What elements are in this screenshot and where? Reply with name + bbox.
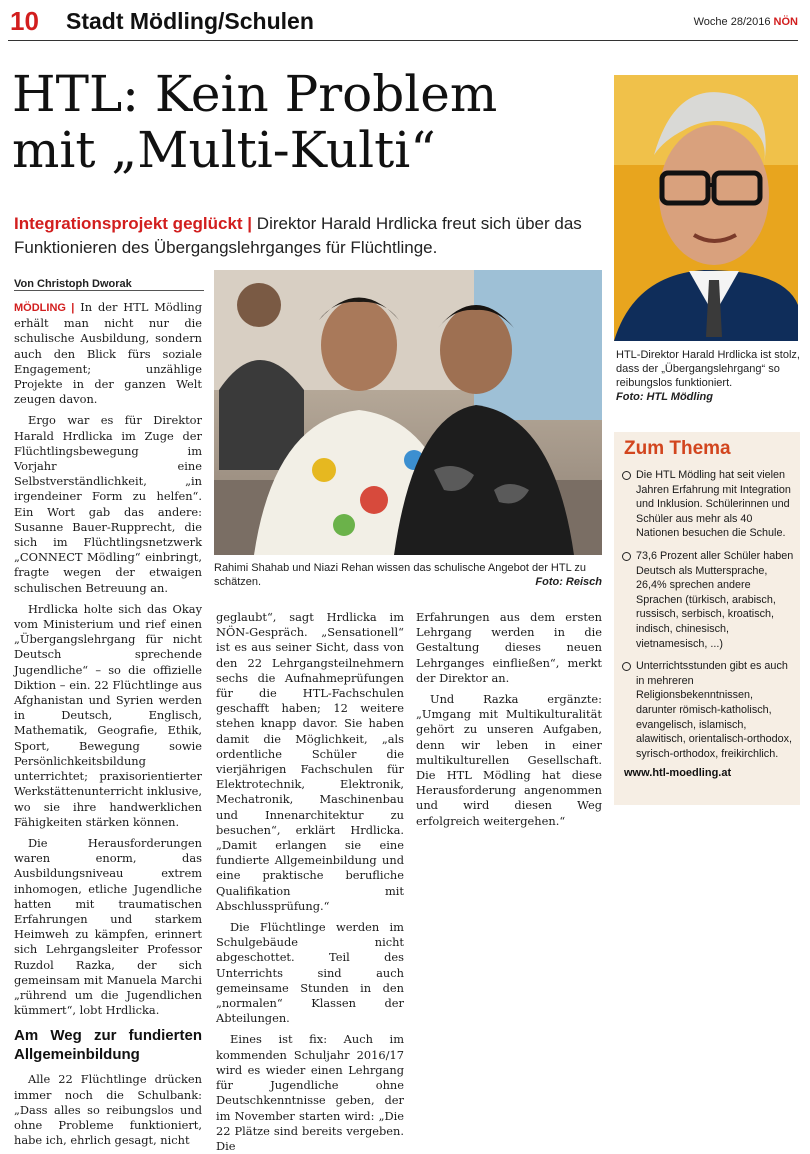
- section-title: Stadt Mödling/Schulen: [66, 8, 314, 34]
- deck-kicker: Integrationsprojekt geglückt |: [14, 214, 253, 233]
- paragraph: Die Flüchtlinge werden im Schulgebäude nicht abgeschottet. Teil des Unterrichts sind auch gemeinsame Stunden in den „normalen“ Klassen der Abteilungen.: [216, 920, 404, 1026]
- zum-thema-title: Zum Thema: [624, 438, 731, 459]
- zum-thema-item: Die HTL Mödling hat seit vielen Jahren Erfahrung mit Integration und Inklusion. Schülerinnen und Schüler aus mehr als 40 Nationen besuchen die Schule.: [622, 468, 794, 541]
- photo-caption-text: Rahimi Shahab und Niazi Rehan wissen das schulische Angebot der HTL zu schätzen.: [214, 562, 586, 588]
- zum-thema-item: 73,6 Prozent aller Schüler haben Deutsch als Muttersprache, 26,4% sprechen andere Sprachen (türkisch, arabisch, russisch, serbisch, kroatisch, indisch, chinesisch, vietnamesisch, ...): [622, 549, 794, 651]
- portrait-caption: [616, 348, 802, 404]
- zum-thema-item: Unterrichtsstunden gibt es auch in mehreren Religionsbekenntnissen, darunter römisch-katholisch, evangelisch, islamisch, alawitisch, orientalisch-orthodox, syrisch-orthodox, freikirchlich.: [622, 659, 794, 761]
- headline-line-1: HTL: Kein Problem: [12, 65, 498, 123]
- headline-line-2: mit „Multi-Kulti“: [12, 121, 436, 179]
- byline: Von Christoph Dworak: [14, 278, 132, 290]
- byline-rule: [14, 290, 204, 291]
- text-column-1: [14, 300, 202, 1148]
- issue-label: [694, 16, 798, 28]
- portrait-credit: Foto: HTL Mödling: [616, 391, 713, 403]
- article-deck: [14, 212, 594, 260]
- paragraph: Die Herausforderungen waren enorm, das Ausbildungsniveau extrem inhomogen, etliche Jugendliche hatten mit traumatischen Erfahrungen und starkem Heimweh zu kämpfen, erinnert sich Lehrgangsleiter Professor Ruzdol Razka, der sich gemeinsam mit Manuela Marchi „rührend um die Jugendlichen kümmert“, lobt Hrdlicka.: [14, 835, 202, 1018]
- portrait-caption-text: HTL-Direktor Harald Hrdlicka ist stolz, dass der „Übergangslehrgang“ so reibungslos funktioniert.: [616, 349, 800, 389]
- paragraph: geglaubt“, sagt Hrdlicka im NÖN-Gespräch. „Sensationell“ ist es aus seiner Sicht, dass von den 22 Lehrgangsteilnehmern sechs die Aufnahmeprüfungen für die HTL-Fachschulen geschafft haben; 12 weitere stehen knapp davor. Sie haben damit die Möglichkeit, „als ordentliche Schüler die vierjährigen Fachschulen für Elektrotechnik, Elektronik, Mechatronik, Maschinenbau und Innenarchitektur zu besuchen“, erklärt Hrdlicka. „Damit erlangen sie eine fundierte Allgemeinbildung und eine praktische berufliche Qualifikation mit Abschlussprüfung.“: [216, 610, 404, 913]
- deck-text: Direktor Harald Hrdlicka freut sich über das Funktionieren des Übergangslehrganges für Flüchtlinge.: [14, 214, 582, 257]
- students-photo-illustration: [214, 270, 602, 555]
- paragraph: Erfahrungen aus dem ersten Lehrgang werden in die Gestaltung dieses neuen Lehrganges einfließen“, merkt der Direktor an.: [416, 610, 602, 685]
- bullet-circle-icon: [622, 662, 631, 671]
- school-website-link[interactable]: www.htl-moedling.at: [624, 767, 732, 780]
- page-number: 10: [10, 6, 39, 36]
- zum-thema-box: [614, 432, 800, 805]
- photo-caption: [214, 561, 602, 589]
- paragraph: MÖDLING | In der HTL Mödling erhält man nicht nur die schulische Ausbildung, sondern auch den Blick fürs soziale Engagement; unzählige Projekte in der ganzen Welt zeugen davon.: [14, 300, 202, 407]
- paragraph: Alle 22 Flüchtlinge drücken immer noch die Schulbank: „Dass alles so reibungslos und ohne Probleme funktioniert, habe ich, ehrlich gesagt, nicht: [14, 1072, 202, 1148]
- text-column-3: [416, 610, 602, 870]
- bullet-circle-icon: [622, 471, 631, 480]
- header-rule: [8, 40, 798, 41]
- paragraph: Und Razka ergänzte: „Umgang mit Multikulturalität gehört zu unseren Aufgaben, denn wir leben in einer multikulturellen Gesellschaft. Die HTL Mödling hat diese Herausforderung angenommen und wird diesen Weg erfolgreich weitergehen.“: [416, 692, 602, 828]
- bullet-circle-icon: [622, 552, 631, 561]
- text-column-2: [216, 610, 404, 1153]
- article-photo: [214, 270, 602, 555]
- portrait-illustration: [614, 75, 798, 341]
- brand-logo: NÖN: [773, 16, 798, 28]
- dateline: MÖDLING |: [14, 302, 75, 314]
- paragraph: Eines ist fix: Auch im kommenden Schuljahr 2016/17 wird es wieder einen Lehrgang für Jugendliche ohne Deutschkenntnisse geben, der im November starten wird: „Die 22 Plätze sind bereits vergeben. Die: [216, 1032, 404, 1153]
- article-headline: [12, 66, 602, 178]
- photo-credit: Foto: Reisch: [535, 576, 602, 588]
- director-portrait: [614, 75, 798, 341]
- paragraph: Hrdlicka holte sich das Okay vom Ministerium und rief einen „Übergangslehrgang für nicht Deutsch sprechende Jugendliche“ – so die offizielle Diktion – ein. 22 Flüchtlinge aus Afghanistan und Syrien werden in Deutsch, Englisch, Mathematik, Geografie, Ethik, Sport, Bewegung sowie Persönlichkeitsbildung unterrichtet; praxisorientierter Werkstättenunterricht inklusive, wo sie ihre handwerklichen Fähigkeiten stärken können.: [14, 601, 202, 829]
- subheading: Am Weg zur fundierten Allgemeinbildung: [14, 1027, 202, 1064]
- issue-week: Woche 28/2016: [693, 16, 771, 28]
- paragraph: Ergo war es für Direktor Harald Hrdlicka im Zuge der Flüchtlingsbewegung im Vorjahr eine Selbstverständlichkeit, „in irgendeiner Form zu helfen“. Ein Wort gab das andere: Susanne Bauer-Rupprecht, die sich im Flüchtlingsnetzwerk „CONNECT Mödling“ einbringt, fragte wegen der etwaigen schulischen Betreuung an.: [14, 413, 202, 595]
